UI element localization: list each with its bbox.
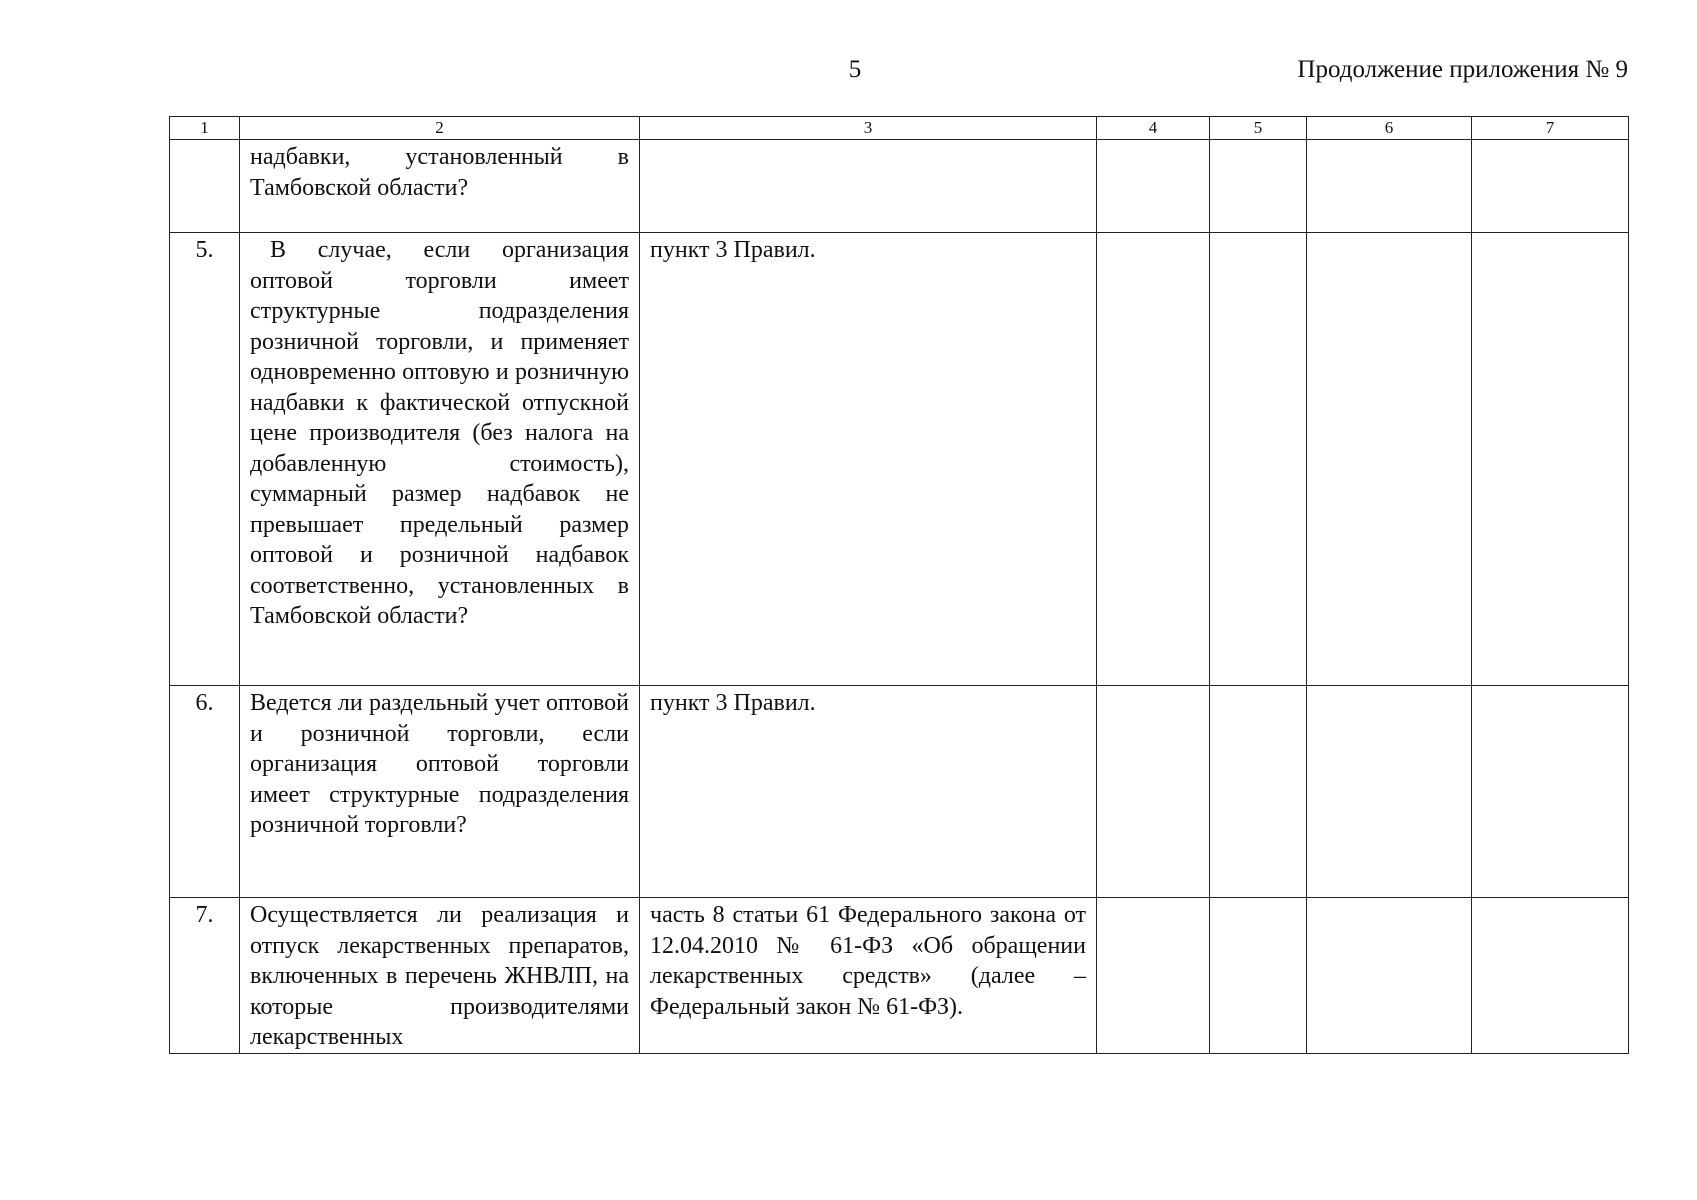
column-header: 1 xyxy=(170,117,240,140)
table-row xyxy=(170,140,1629,233)
answer-cell xyxy=(1472,233,1629,686)
column-header: 4 xyxy=(1097,117,1210,140)
table-row xyxy=(170,898,1629,1054)
column-header: 5 xyxy=(1210,117,1307,140)
column-number-row xyxy=(170,117,1629,140)
legal-reference xyxy=(640,140,1097,233)
answer-cell xyxy=(1210,233,1307,686)
answer-cell xyxy=(1307,140,1472,233)
row-number xyxy=(170,140,240,233)
checklist-table xyxy=(169,116,1629,1054)
question-text: Осуществляется ли реализация и отпуск лекарственных препаратов, включенных в перечень ЖНВЛП, на которые производителями лекарственных xyxy=(240,898,640,1054)
answer-cell xyxy=(1307,233,1472,686)
answer-cell xyxy=(1307,686,1472,898)
question-text xyxy=(240,233,640,686)
table-row xyxy=(170,233,1629,686)
row-number: 5. xyxy=(170,233,240,686)
column-header: 6 xyxy=(1307,117,1472,140)
answer-cell xyxy=(1210,686,1307,898)
column-header: 3 xyxy=(640,117,1097,140)
answer-cell xyxy=(1472,898,1629,1054)
row-number: 7. xyxy=(170,898,240,1054)
answer-cell xyxy=(1210,898,1307,1054)
column-header: 7 xyxy=(1472,117,1629,140)
legal-reference: пункт 3 Правил. xyxy=(640,686,1097,898)
answer-cell xyxy=(1210,140,1307,233)
legal-reference: часть 8 статьи 61 Федерального закона от 12.04.2010 № 61-ФЗ «Об обращении лекарственных средств» (далее – Федеральный закон № 61-ФЗ). xyxy=(640,898,1097,1054)
answer-cell xyxy=(1097,898,1210,1054)
answer-cell xyxy=(1097,140,1210,233)
row-number: 6. xyxy=(170,686,240,898)
legal-reference: пункт 3 Правил. xyxy=(640,233,1097,686)
question-text: Ведется ли раздельный учет оптовой и розничной торговли, если организация оптовой торговли имеет структурные подразделения розничной торговли? xyxy=(240,686,640,898)
question-text: надбавки, установленный в Тамбовской области? xyxy=(240,140,640,233)
answer-cell xyxy=(1097,686,1210,898)
answer-cell xyxy=(1472,140,1629,233)
answer-cell xyxy=(1472,686,1629,898)
continuation-label: Продолжение приложения № 9 xyxy=(1297,56,1628,83)
table-row xyxy=(170,686,1629,898)
answer-cell xyxy=(1097,233,1210,686)
question-text-content: В случае, если организация оптовой торговли имеет структурные подразделения розничной торговли, и применяет одновременно оптовую и розничную надбавки к фактической отпускной цене производителя (без налога на добавленную стоимость), суммарный размер надбавок не превышает предельный размер оптовой и розничной надбавок соответственно, установленных в Тамбовской области? xyxy=(250,237,629,629)
answer-cell xyxy=(1307,898,1472,1054)
column-header: 2 xyxy=(240,117,640,140)
page-number: 5 xyxy=(848,56,862,83)
